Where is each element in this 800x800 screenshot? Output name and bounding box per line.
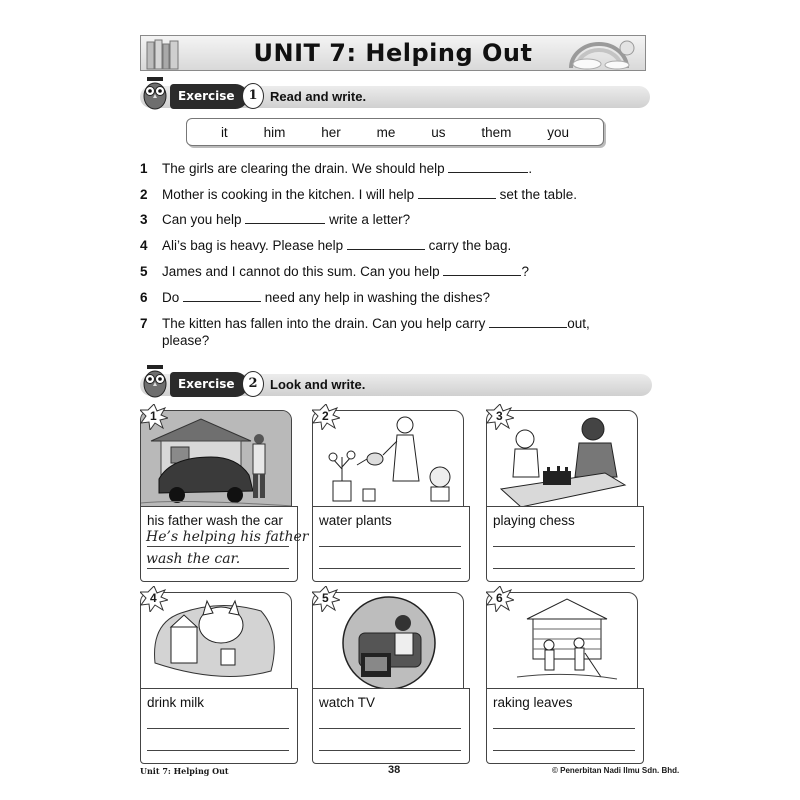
- answer-line[interactable]: [147, 568, 289, 569]
- page-title: UNIT 7: Helping Out: [253, 39, 533, 67]
- question-text: Do: [162, 290, 180, 305]
- question-text-after: ?: [521, 264, 529, 279]
- owl-icon: [140, 76, 170, 110]
- answer-box: [486, 688, 644, 764]
- question-number: 1: [140, 161, 148, 176]
- word-option: you: [547, 124, 570, 140]
- exercise-number: 2: [242, 371, 264, 397]
- picture-card-3: [486, 410, 638, 582]
- answer-blank[interactable]: [418, 186, 496, 199]
- rainbow-icon: [565, 38, 641, 70]
- word-option: it: [220, 124, 228, 140]
- answer-line[interactable]: [493, 750, 635, 751]
- answer-line[interactable]: [493, 568, 635, 569]
- question-number: 4: [140, 238, 148, 253]
- question-text-after: out,: [567, 316, 590, 331]
- card-number: 3: [496, 409, 503, 423]
- word-option: me: [376, 124, 396, 140]
- card-number: 2: [322, 409, 329, 423]
- exercise-number: 1: [242, 83, 264, 109]
- question-text-after: write a letter?: [329, 212, 411, 227]
- exercise-label: Exercise: [170, 84, 248, 109]
- exercise-label: Exercise: [170, 372, 248, 397]
- answer-blank[interactable]: [347, 237, 425, 250]
- answer-line[interactable]: [319, 728, 461, 729]
- exercise-instruction: Read and write.: [270, 89, 367, 104]
- answer-box: [312, 688, 470, 764]
- answer-line[interactable]: [319, 568, 461, 569]
- picture-card-6: [486, 592, 638, 764]
- card-prompt: drink milk: [147, 695, 205, 710]
- answer-line[interactable]: [319, 546, 461, 547]
- word-box: [186, 118, 604, 146]
- question-text: The girls are clearing the drain. We should help: [162, 161, 445, 176]
- question-text-line2: please?: [162, 333, 210, 348]
- answer-line[interactable]: [147, 750, 289, 751]
- question-number: 7: [140, 316, 148, 331]
- exercise-1-header: [140, 86, 650, 108]
- question-text-after: need any help in washing the dishes?: [264, 290, 490, 305]
- footer-unit-title: Unit 7: Helping Out: [140, 766, 229, 776]
- card-number: 5: [322, 591, 329, 605]
- exercise-2-header: [140, 374, 652, 396]
- card-number: 4: [150, 591, 157, 605]
- answer-box: [486, 506, 644, 582]
- page-number: 38: [388, 764, 401, 776]
- answer-box: [312, 506, 470, 582]
- question-text-after: .: [528, 161, 533, 176]
- exercise-instruction: Look and write.: [270, 377, 366, 392]
- title-banner: [140, 35, 646, 71]
- question-number: 5: [140, 264, 148, 279]
- handwritten-answer: He’s helping his father: [146, 529, 309, 545]
- picture-card-2: [312, 410, 464, 582]
- answer-line[interactable]: [319, 750, 461, 751]
- word-option: her: [321, 124, 341, 140]
- answer-blank[interactable]: [443, 263, 521, 276]
- answer-line[interactable]: [147, 728, 289, 729]
- question-text: James and I cannot do this sum. Can you help: [162, 264, 440, 279]
- owl-icon: [140, 364, 170, 398]
- answer-line[interactable]: [493, 546, 635, 547]
- answer-blank[interactable]: [489, 315, 567, 328]
- question-text-after: set the table.: [499, 187, 577, 202]
- question-text: The kitten has fallen into the drain. Can you help carry: [162, 316, 486, 331]
- question-number: 2: [140, 187, 148, 202]
- answer-box: [140, 688, 298, 764]
- question-text: Mother is cooking in the kitchen. I will help: [162, 187, 415, 202]
- word-option: us: [431, 124, 446, 140]
- card-prompt: raking leaves: [493, 695, 573, 710]
- question-text-after: carry the bag.: [428, 238, 512, 253]
- picture-card-1: [140, 409, 309, 582]
- answer-blank[interactable]: [245, 211, 325, 224]
- picture-card-4: [140, 592, 292, 764]
- card-number: 1: [150, 409, 157, 423]
- question-text: Can you help: [162, 212, 242, 227]
- question-text: Ali’s bag is heavy. Please help: [162, 238, 344, 253]
- answer-line[interactable]: [147, 546, 289, 547]
- card-prompt: water plants: [319, 513, 392, 528]
- word-option: him: [263, 124, 286, 140]
- card-prompt: playing chess: [493, 513, 575, 528]
- picture-card-5: [312, 592, 464, 764]
- answer-box: [140, 506, 309, 582]
- card-number: 6: [496, 591, 503, 605]
- question-number: 6: [140, 290, 148, 305]
- answer-blank[interactable]: [183, 289, 261, 302]
- answer-line[interactable]: [493, 728, 635, 729]
- answer-blank[interactable]: [448, 160, 528, 173]
- word-option: them: [481, 124, 512, 140]
- question-number: 3: [140, 212, 148, 227]
- footer-copyright: © Penerbitan Nadi Ilmu Sdn. Bhd.: [552, 766, 680, 775]
- handwritten-answer: wash the car.: [146, 551, 241, 567]
- card-prompt: his father wash the car: [147, 513, 283, 528]
- card-prompt: watch TV: [319, 695, 376, 710]
